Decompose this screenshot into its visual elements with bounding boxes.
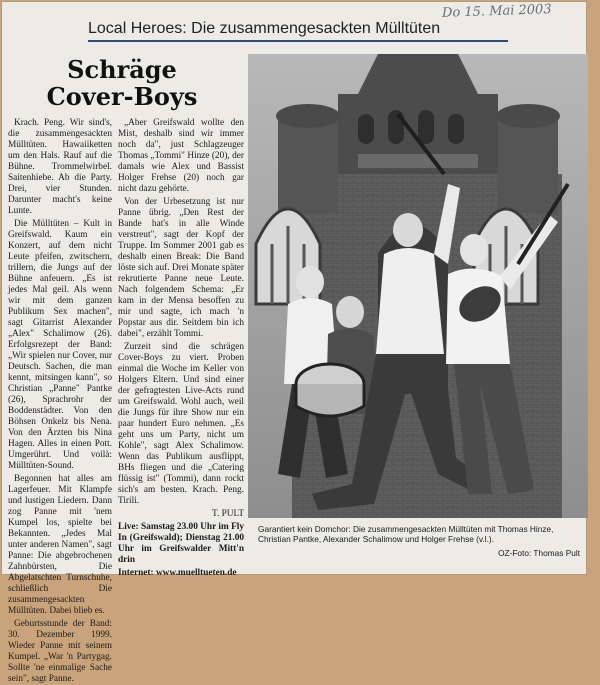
paragraph: Die Mülltüten – Kult in Greifswald. Kaum ein Konzert, auf dem nicht Leute pfeifen, zwitschern, trillern, die Jungs auf der Bühne anfeuern. „Es ist jedes Mal geil. Als wenn wir mit dem ganzen Publikum Sex machen", sagt Gitarrist Alexander „Alex" Schalimow (26). Erfolgsrezept der Band: „Wir spielen nur Cover, nur Deutsch. Sachen, die man kennt, mitsingen kann", so Christian „Panne" Pantke (26), Sprachrohr der Boddenstädter. Von den Böhsen Onkelz bis Nena. Von den Ärzten bis Nina Hagen. Alles in einen Pott. Umgerührt. Und voilà: Mülltüten-Sound.: [8, 219, 112, 471]
author-signature: T. PULT: [211, 509, 244, 519]
internet-link: Internet: www.muelltueten.de: [118, 568, 237, 578]
church-and-band-illustration: [248, 54, 588, 518]
paragraph: Geburtsstunde der Band: 30. Dezember 1999. Wieder Panne mit seinem Kumpel. „War 'n Partygag. Sollte 'ne einmalige Sache sein", sagt Panne.: [8, 619, 112, 684]
live-dates: Live: Samstag 23.00 Uhr im Fly In (Greifswald); Dienstag 21.00 Uhr im Greifswalder Mitt'n drin: [118, 522, 244, 565]
paragraph: Zurzeit sind die schrägen Cover-Boys zu viert. Proben einmal die Woche im Keller von Holgers Eltern. Und sind einer der gefragtesten Live-Acts rund um Greifswald. Wohl auch, weil die Jungs für ihre Show nur ein paar hundert Euro nehmen. „Es geht uns um Party, nicht um Kohle", sagt Alex Schalimow. Wenn das Publikum ausflippt, BHs fliegen und die „Catering flüssig ist" (Tommi), dann rockt sich's am besten. Krach. Peng. Tirili.: [118, 342, 244, 506]
text-column-1: [8, 118, 112, 684]
paragraph: Krach. Peng. Wir sind's, die zusammengesackten Mülltüten. Hawaiiketten um den Hals. Rauf auf die Bühne. Trommelwirbel. Saitenhiebe. Ab die Party. Drei, vier Stunden. Darunter macht's keine Lunte.: [8, 118, 112, 216]
headline-line-1: Schräge: [67, 55, 177, 84]
paragraph: „Aber Greifswald wollte den Mist, deshalb sind wir immer noch da", just Schlagzeuger Thomas „Tommi" Hinze (20), der damals wie Alex und Bassist Holger Frehse (20) noch gar nicht dazu gehörte.: [118, 118, 244, 194]
section-kicker: Local Heroes: Die zusammengesackten Mülltüten: [88, 20, 441, 37]
photo-credit: OZ-Foto: Thomas Pult: [498, 548, 580, 558]
paragraph: Von der Urbesetzung ist nur Panne übrig. „Den Rest der Bande hat's in alle Winde verstreut", sagt der Kopf der Truppe. Im Sommer 2001 gab es deshalb einen Break: Die Band löste sich auf. Drei Monate später rekrutierte Panne neue Leute. Nach folgendem Schema: „Er kam in der Mensa besoffen zu mir und sagte, ich mach 'n Popstar aus dir. Seitdem bin ich dabei", erzählt Tommi.: [118, 197, 244, 339]
paragraph: Begonnen hat alles am Lagerfeuer. Mit Klampfe und lustigen Liedern. Dann zog Panne mit 'nem Kumpel los, spielte bei Bekannten. „Jedes Mal unter anderen Namen", sagt Panne: Die abgebrochenen Zahnbürsten, Die Abgelatschten Turnschuhe, schließlich Die zusammengesackten Mülltüten. Dabei blieb es.: [8, 474, 112, 616]
handwritten-date: Do 15. Mai 2003: [441, 2, 552, 21]
kicker-underline: [88, 40, 508, 42]
headline-line-2: Cover-Boys: [46, 82, 198, 111]
article-headline: [22, 56, 222, 110]
photo-caption: Garantiert kein Domchor: Die zusammengesackten Mülltüten mit Thomas Hinze, Christian Pantke, Alexander Schalimow und Holger Frehse (v.l.).: [258, 524, 554, 544]
band-photo: [248, 54, 588, 518]
text-column-2: [118, 118, 244, 578]
newspaper-clipping: [2, 2, 586, 684]
